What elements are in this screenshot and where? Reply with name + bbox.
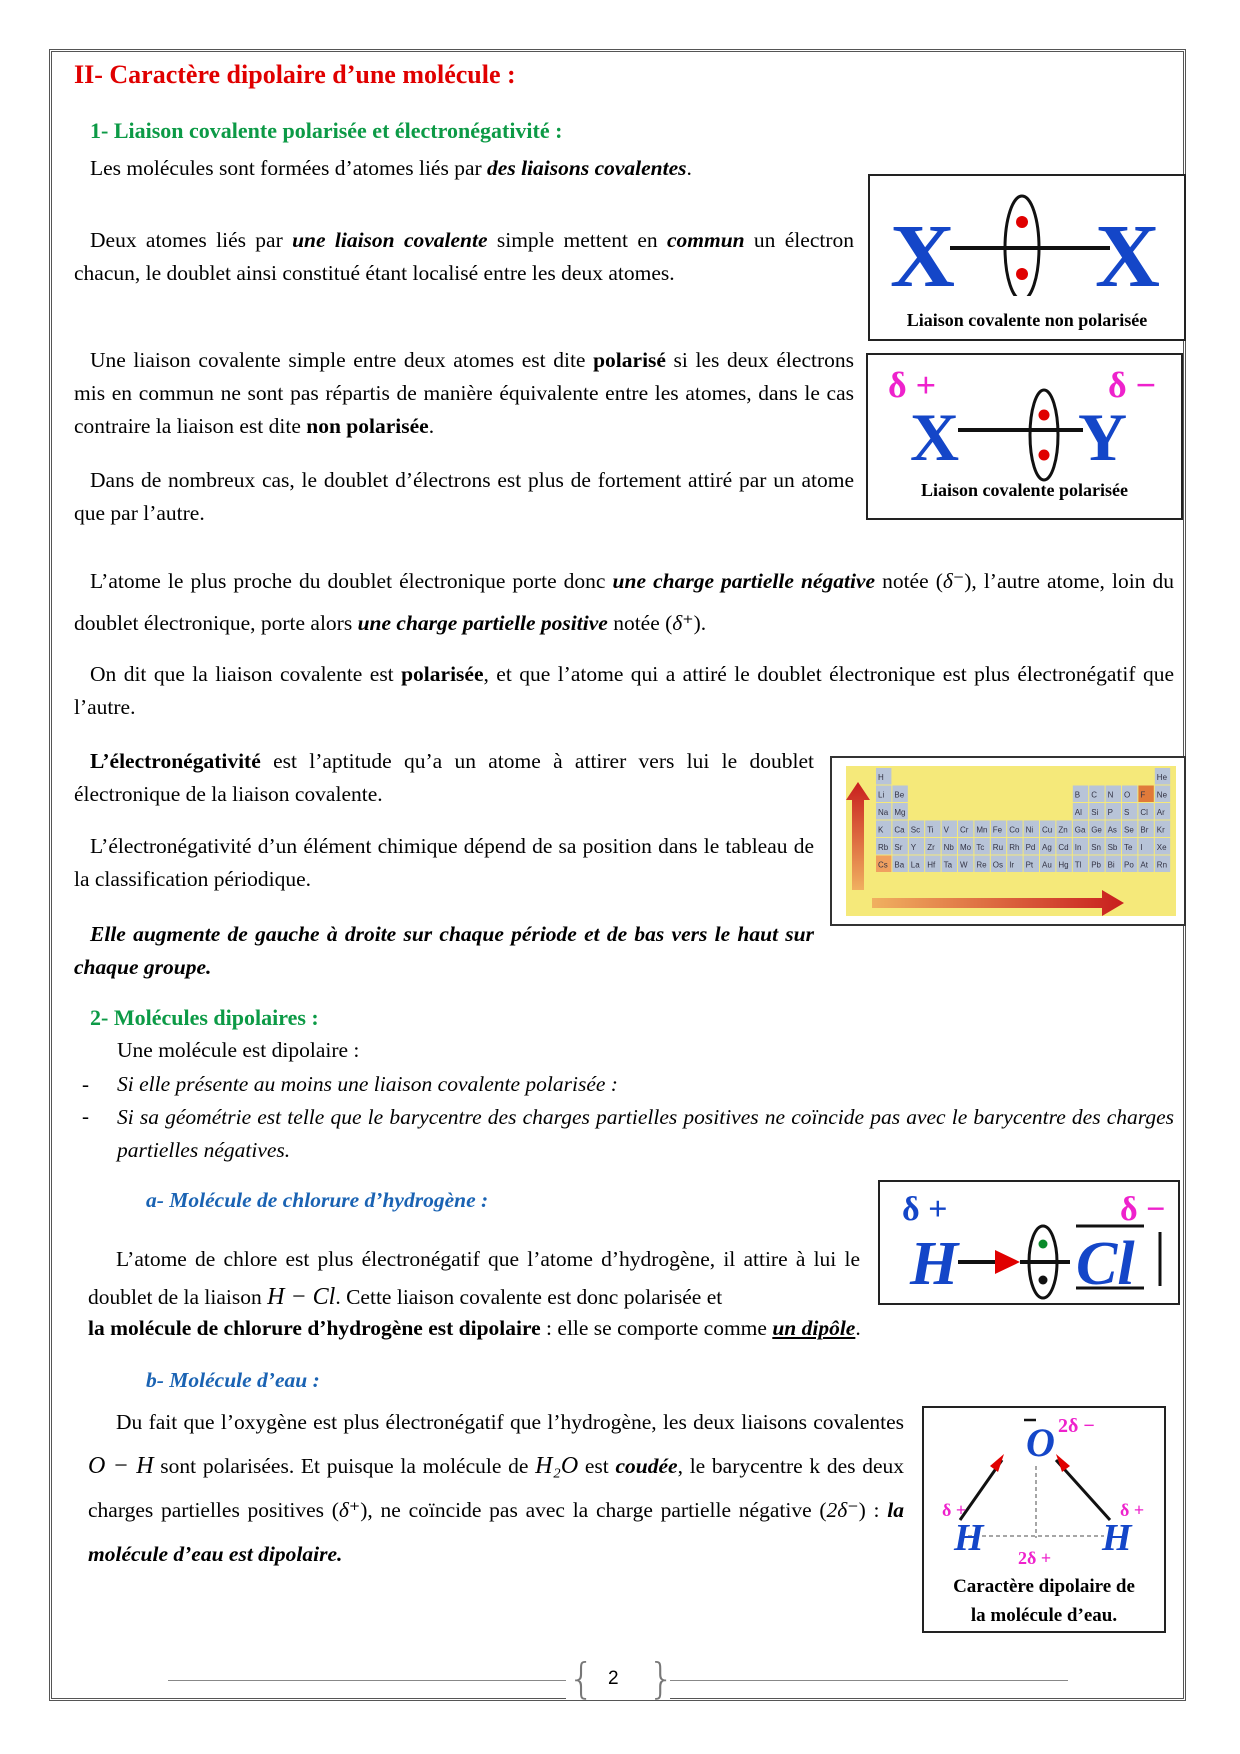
element-symbol: Ir <box>1009 860 1015 870</box>
subsection-1-heading: 1- Liaison covalente polarisée et électronégativité : <box>90 118 563 143</box>
element-symbol: Na <box>878 808 889 817</box>
horizontal-arrow <box>872 890 1124 916</box>
element-symbol: Zr <box>927 843 935 852</box>
hcl-diagram <box>880 1182 1178 1303</box>
bullet-item-2: Si sa géométrie est telle que le barycentre des charges partielles positives ne coïncide pas avec le barycentre des charges partielles négatives. <box>117 1105 1174 1162</box>
element-symbol: Ag <box>1042 843 1052 852</box>
element-symbol: C <box>1091 790 1097 800</box>
element-symbol: Ba <box>894 860 905 870</box>
element-symbol: Ru <box>992 843 1004 852</box>
electron-dot <box>1039 1240 1048 1249</box>
element-symbol: Sr <box>894 843 903 852</box>
element-symbol: Au <box>1042 860 1052 870</box>
element-symbol: V <box>943 825 949 835</box>
element-symbol: Ta <box>943 860 953 870</box>
element-symbol: W <box>960 860 968 870</box>
element-symbol: Cs <box>878 860 888 870</box>
element-symbol: Ni <box>1025 825 1034 835</box>
atom-x: X <box>910 399 960 475</box>
element-symbol: Pb <box>1091 860 1101 870</box>
element-symbol: Br <box>1140 825 1149 835</box>
element-symbol: At <box>1140 860 1148 870</box>
paragraph-1: Les molécules sont formées d’atomes liés par des liaisons covalentes. <box>90 156 692 180</box>
element-symbol: Al <box>1074 808 1082 817</box>
element-symbol: Li <box>878 790 885 800</box>
element-symbol: He <box>1156 773 1168 782</box>
element-symbol: Co <box>1009 825 1020 835</box>
electron-dot <box>1039 450 1050 461</box>
bullet-item-1: Si elle présente au moins une liaison covalente polarisée : <box>117 1072 618 1096</box>
element-symbol: I <box>1140 843 1143 852</box>
element-symbol: S <box>1124 808 1130 817</box>
element-symbol: Xe <box>1156 843 1167 852</box>
electron-dot <box>1039 1276 1048 1285</box>
atom-h-left: H <box>954 1517 984 1559</box>
atom-x-left: X <box>890 207 955 296</box>
bracket-right: } <box>648 1654 675 1703</box>
periodic-table-grid <box>876 768 1170 872</box>
paragraph-3: Une liaison covalente simple entre deux atomes est dite polarisé si les deux électrons mis en commun ne sont pas répartis de manière équivalente entre les atomes, dans le cas contraire la liaison est dite non polarisée. <box>74 348 854 438</box>
figure-caption: Liaison covalente polarisée <box>921 480 1128 500</box>
electron-dot <box>1016 268 1028 280</box>
figure-periodic-table <box>830 756 1186 926</box>
element-symbol: Kr <box>1156 825 1165 835</box>
electron-dot <box>1039 410 1050 421</box>
element-symbol: Si <box>1091 808 1099 817</box>
section-title: II- Caractère dipolaire d’une molécule : <box>74 60 516 89</box>
atom-cl: Cl <box>1076 1230 1135 1298</box>
polar-bond-diagram <box>868 355 1181 485</box>
delta-label-h-left: δ + <box>942 1500 967 1520</box>
delta-plus-label: δ + <box>888 365 937 405</box>
element-symbol: Pd <box>1025 843 1036 852</box>
delta-minus-label: δ − <box>1120 1191 1166 1228</box>
bullet-mark: - <box>82 1104 89 1128</box>
figure-polar-bond <box>866 353 1183 520</box>
element-symbol: Mg <box>894 808 906 817</box>
element-symbol: Tc <box>976 843 985 852</box>
element-symbol: Po <box>1124 860 1134 870</box>
element-symbol: Bi <box>1107 860 1115 870</box>
paragraph-8: L’électronégativité d’un élément chimique dépend de sa position dans le tableau de la classification périodique. <box>74 834 814 891</box>
element-symbol: Re <box>976 860 987 870</box>
atom-y: Y <box>1078 399 1128 475</box>
element-symbol: Cu <box>1042 825 1053 835</box>
element-symbol: Se <box>1124 825 1134 835</box>
element-symbol: Ga <box>1074 825 1086 835</box>
paragraph-4: Dans de nombreux cas, le doublet d’électrons est plus de fortement attiré par un atome que par l’autre. <box>74 468 854 525</box>
polarization-arrow <box>995 1250 1020 1274</box>
element-symbol: Ge <box>1091 825 1102 835</box>
paragraph-water: Du fait que l’oxygène est plus électronégatif que l’hydrogène, les deux liaisons covalentes O − H sont polarisées. Et puisque la molécule de H₂O est coudée, le barycentre k des deux charges partielles positives (δ⁺), ne coïncide pas avec la charge partielle négative (2δ⁻) : la molécule d’eau est dipolaire. <box>88 1410 905 1566</box>
paragraph-2: Deux atomes liés par une liaison covalente simple mettent en commun un électron chacun, le doublet ainsi constitué étant localisé entre les deux atomes. <box>74 228 854 285</box>
figure-caption: Caractère dipolaire de la molécule d’eau. <box>953 1576 1135 1626</box>
element-symbol: In <box>1074 843 1082 852</box>
delta-minus-label: δ − <box>1108 365 1157 405</box>
element-symbol: Ti <box>927 825 934 835</box>
delta-label-barycenter: 2δ + <box>1018 1548 1052 1568</box>
element-symbol: Pt <box>1025 860 1034 870</box>
paragraph-6: On dit que la liaison covalente est polarisée, et que l’atome qui a attiré le doublet électronique est plus électronégatif que l’autre. <box>74 662 1174 719</box>
element-symbol: B <box>1074 790 1081 800</box>
element-symbol: Mn <box>976 825 988 835</box>
figure-water <box>922 1406 1166 1633</box>
delta-label-h-right: δ + <box>1120 1500 1145 1520</box>
element-symbol: Zn <box>1058 825 1068 835</box>
element-symbol: Cd <box>1058 843 1069 852</box>
delta-plus-label: δ + <box>902 1191 948 1228</box>
figure-hcl <box>878 1180 1180 1305</box>
element-symbol: Te <box>1124 843 1133 852</box>
element-symbol: Mo <box>960 843 972 852</box>
element-symbol: O <box>1124 790 1131 800</box>
paragraph-7: L’électronégativité est l’aptitude qu’a un atome à attirer vers lui le doublet électronique de la liaison covalente. <box>74 749 814 806</box>
element-symbol: Rn <box>1156 860 1168 870</box>
element-symbol: K <box>878 825 884 835</box>
paragraph-9: Elle augmente de gauche à droite sur chaque période et de bas vers le haut sur chaque groupe. <box>74 922 814 979</box>
element-symbol: Os <box>992 860 1004 870</box>
element-symbol: Sn <box>1091 843 1101 852</box>
delta-label-oxygen: 2δ − <box>1058 1415 1095 1437</box>
element-symbol: P <box>1107 808 1113 817</box>
nonpolar-bond-diagram <box>870 176 1184 296</box>
atom-h: H <box>910 1230 959 1298</box>
element-symbol: Ar <box>1156 808 1165 817</box>
electron-dot <box>1016 216 1028 228</box>
element-symbol: Rh <box>1009 843 1020 852</box>
element-symbol: H <box>878 773 884 782</box>
element-symbol: Hg <box>1058 860 1069 870</box>
page-number-box <box>566 1654 675 1703</box>
water-diagram <box>924 1408 1164 1578</box>
subsection-2-heading: 2- Molécules dipolaires : <box>90 1005 319 1030</box>
element-symbol: Cl <box>1140 808 1148 817</box>
element-symbol: F <box>1140 790 1146 800</box>
element-symbol: La <box>910 860 920 870</box>
periodic-table-diagram <box>832 758 1184 924</box>
page-number: 2 <box>608 1668 619 1689</box>
element-symbol: Y <box>910 843 917 852</box>
dipolar-intro: Une molécule est dipolaire : <box>117 1038 360 1062</box>
element-symbol: Hf <box>927 860 936 870</box>
element-symbol: As <box>1107 825 1117 835</box>
paragraph-5: L’atome le plus proche du doublet électronique porte donc une charge partielle négative notée (δ⁻), l’autre atome, loin du doublet électronique, porte alors une charge partielle positive notée (δ⁺). <box>74 569 1174 635</box>
element-symbol: Sc <box>910 825 921 835</box>
polarization-arrow-left <box>990 1454 1004 1472</box>
atom-h-right: H <box>1102 1517 1132 1559</box>
atom-x-right: X <box>1095 207 1160 296</box>
atom-o: O <box>1026 1420 1055 1465</box>
element-symbol: N <box>1107 790 1114 800</box>
paragraph-hcl-cont: la molécule de chlorure d’hydrogène est dipolaire : elle se comporte comme un dipôle. <box>88 1316 861 1340</box>
element-symbol: Rb <box>878 843 889 852</box>
element-symbol: Sb <box>1107 843 1118 852</box>
bullet-mark: - <box>82 1072 89 1096</box>
figure-caption: Liaison covalente non polarisée <box>906 310 1148 330</box>
element-symbol: Tl <box>1074 860 1082 870</box>
element-symbol: Ca <box>894 825 905 835</box>
figure-nonpolar-bond <box>868 174 1186 341</box>
element-symbol: Fe <box>992 825 1003 835</box>
element-symbol: Ne <box>1156 790 1168 800</box>
paragraph-hcl: L’atome de chlore est plus électronégatif que l’atome d’hydrogène, il attire à lui le doublet de la liaison H − Cl. Cette liaison covalente est donc polarisée et <box>88 1247 860 1310</box>
electron-doublet-ellipse <box>1030 390 1058 480</box>
subsection-b-heading: b- Molécule d’eau : <box>146 1368 320 1392</box>
bracket-left: { <box>568 1654 595 1703</box>
element-symbol: Be <box>894 790 905 800</box>
element-symbol: Nb <box>943 843 954 852</box>
element-symbol: Cr <box>960 825 969 835</box>
subsection-a-heading: a- Molécule de chlorure d’hydrogène : <box>146 1188 489 1212</box>
vertical-arrow <box>846 782 870 890</box>
